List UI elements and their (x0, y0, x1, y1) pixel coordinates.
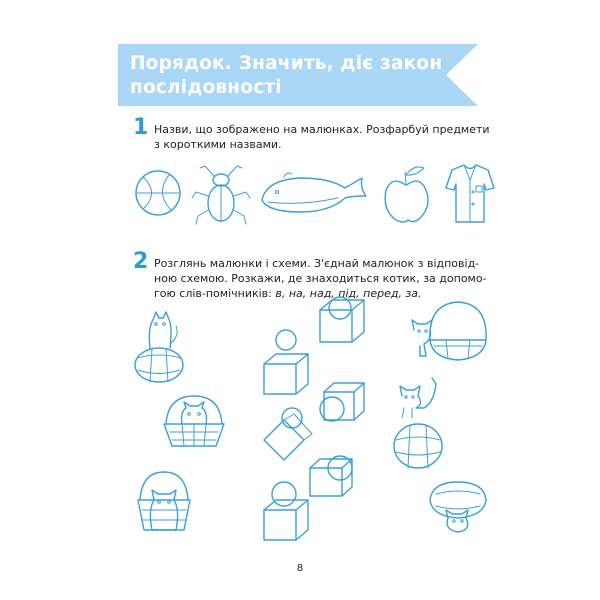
scheme-ball-over-box[interactable] (264, 330, 308, 394)
page-title-line-1: Порядок. Значить, діє закон (130, 53, 443, 74)
task-2-number: 2 (133, 249, 149, 274)
cat-in-front-of-basket-picture[interactable] (138, 472, 190, 530)
cat-under-basket-picture[interactable] (430, 482, 486, 532)
cat-on-basket-picture[interactable] (135, 312, 183, 382)
task-2-line-2: ною схемою. Розкажи, де знаходиться котик, за допомо- (154, 272, 487, 285)
task-2-line-3-prefix: гою слів-помічників: (154, 287, 276, 300)
page-number: 8 (296, 563, 304, 574)
cat-beside-basket-picture[interactable] (412, 302, 486, 360)
scheme-ball-on-top-of-box[interactable] (264, 482, 308, 540)
cat-over-basket-picture[interactable] (394, 378, 442, 468)
task-1-number: 1 (133, 115, 149, 140)
helper-words: в, на, над, під, перед, за. (275, 287, 422, 300)
page-title-line-2: послідовності (130, 77, 282, 98)
scheme-ball-behind-box[interactable] (310, 456, 352, 496)
scheme-ball-in-box[interactable] (320, 297, 364, 342)
scheme-ball-in-front-of-box[interactable] (320, 383, 364, 421)
cat-in-basket-picture[interactable] (164, 396, 224, 446)
scheme-ball-on-box[interactable] (264, 408, 312, 460)
task-1-line-2: з короткими назвами. (154, 138, 282, 151)
task-1-line-1: Назви, що зображено на малюнках. Розфарбуй предмети (154, 123, 490, 136)
task-2-line-1: Розглянь малюнки і схеми. З'єднай малюнок з відповід- (154, 257, 480, 270)
